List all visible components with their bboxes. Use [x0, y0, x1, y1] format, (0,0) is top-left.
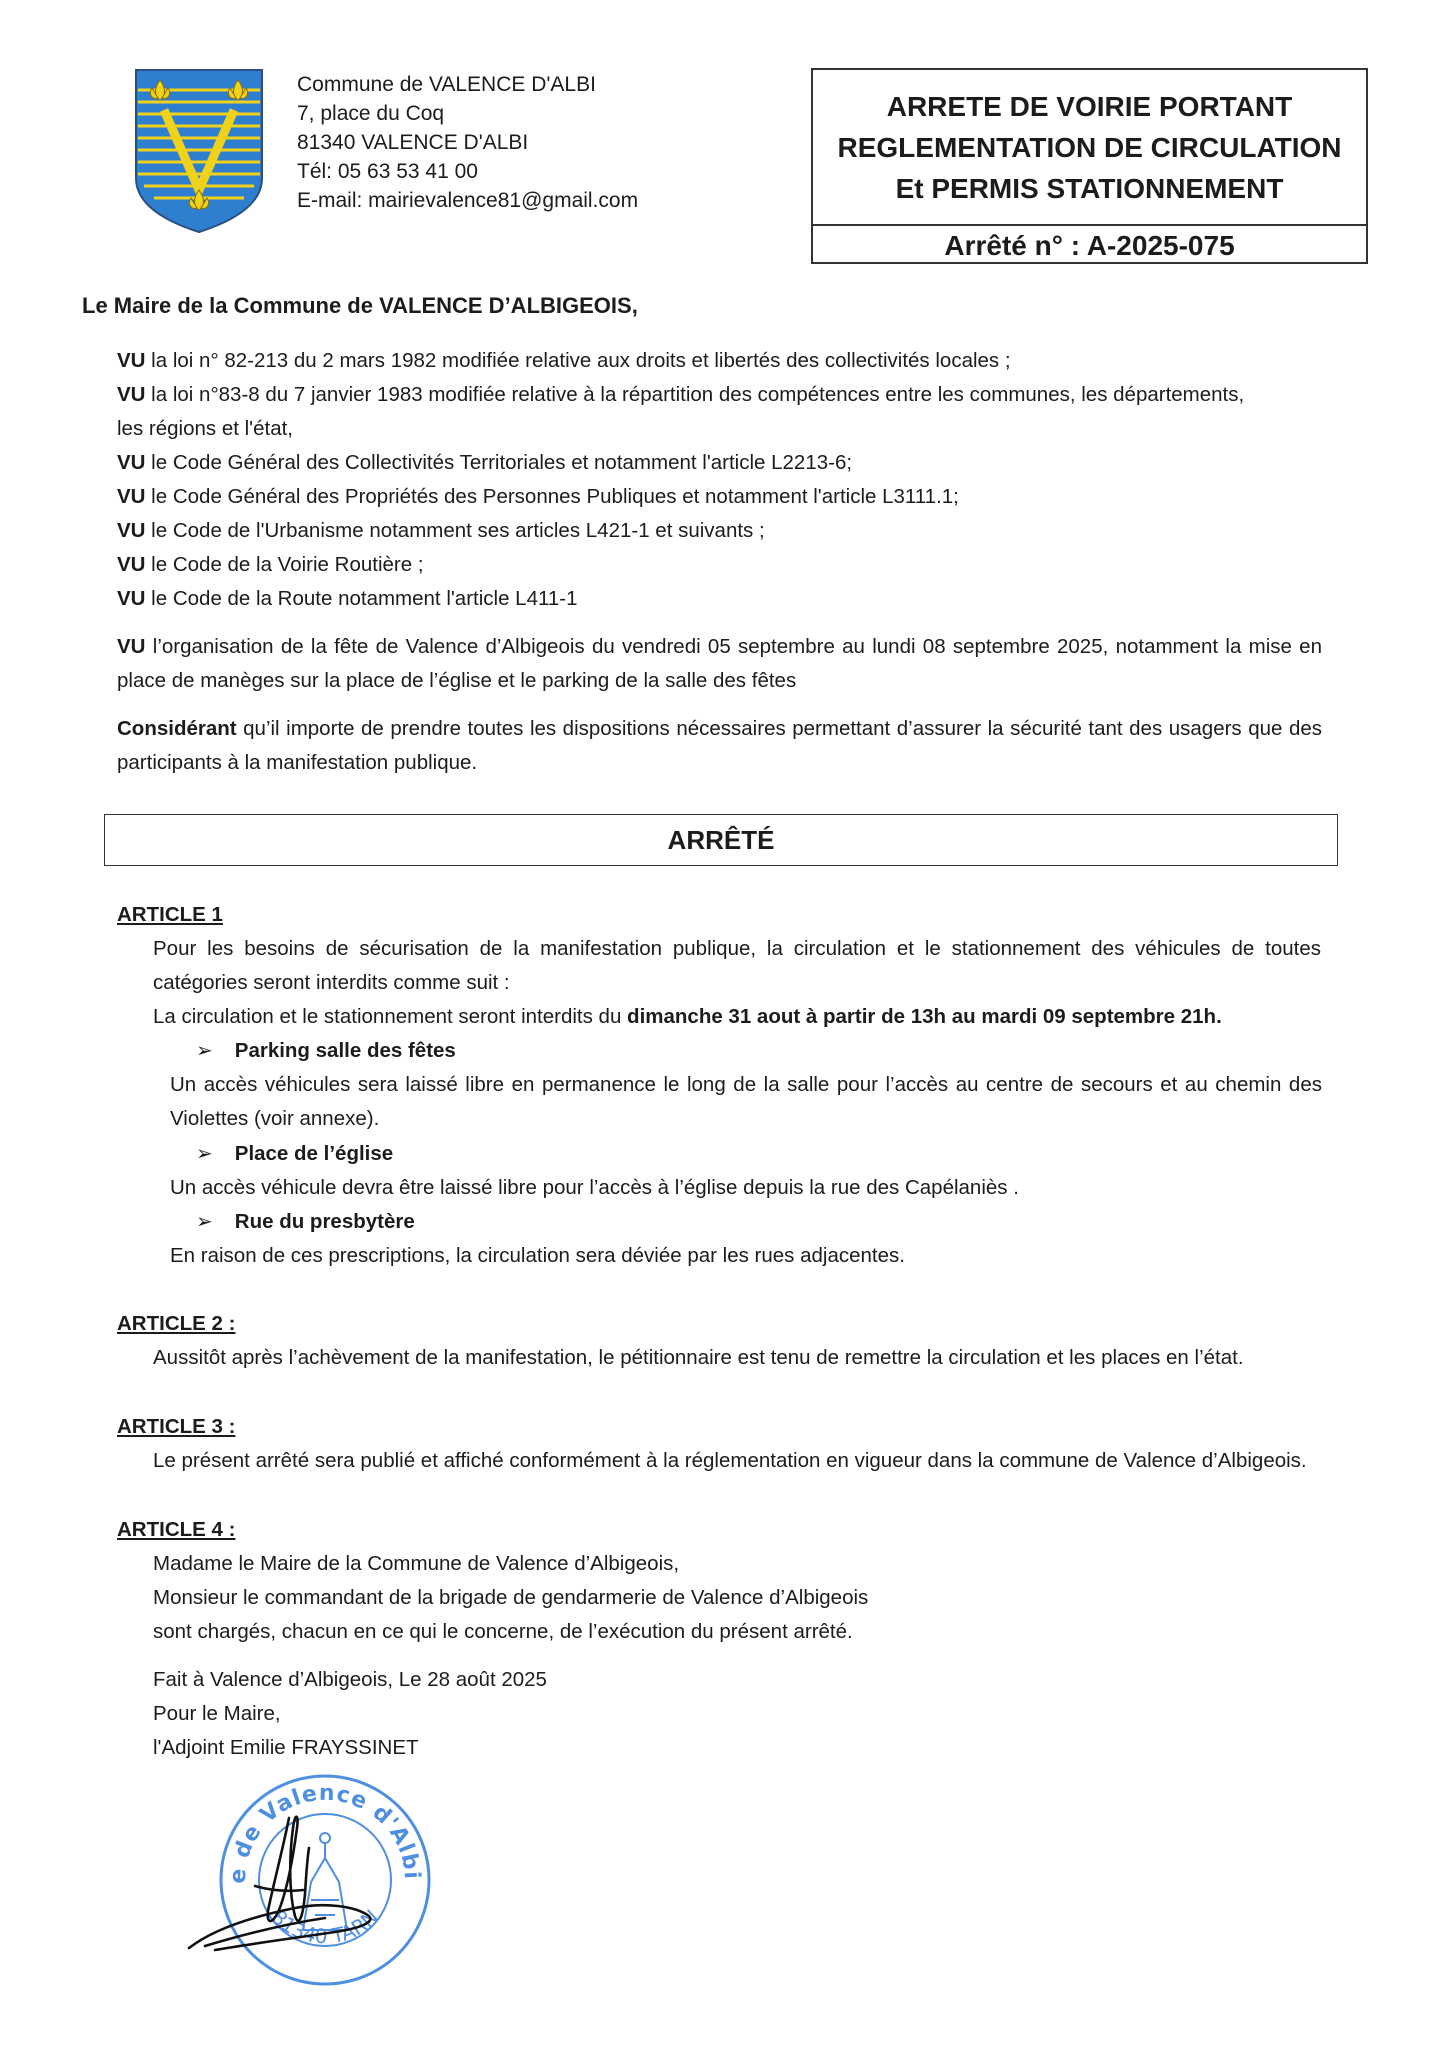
title-line: ARRETE DE VOIRIE PORTANT — [886, 91, 1293, 122]
arrete-heading: ARRÊTÉ — [104, 814, 1338, 866]
vu-item — [117, 514, 1327, 548]
article-4-line: sont chargés, chacun en ce qui le concerne, de l’exécution du présent arrêté. — [153, 1620, 853, 1643]
stamp-bottom-text: 81340 TARN — [266, 1904, 384, 1949]
commune-email: E-mail: mairievalence81@gmail.com — [297, 189, 639, 212]
stamp-top-text: e de Valence d'Albi — [225, 1780, 425, 1885]
vu-text: les régions et l'état, — [117, 417, 293, 440]
vu-item — [117, 582, 1327, 616]
vu-keyword: VU — [117, 451, 146, 474]
title-line: REGLEMENTATION DE CIRCULATION — [837, 132, 1342, 163]
arrow-bullet-icon: ➢ — [196, 1143, 213, 1165]
article-3-text: Le présent arrêté sera publié et affiché conformément à la réglementation en vigueur dans la commune de Valence d’Albigeois. — [153, 1449, 1307, 1472]
document-title-box — [811, 68, 1368, 264]
article-1-period — [153, 1000, 1222, 1034]
commune-street: 7, place du Coq — [297, 102, 445, 125]
article-4-line: Madame le Maire de la Commune de Valence d’Albigeois, — [153, 1552, 680, 1575]
vu-text: le Code Général des Collectivités Territoriales et notamment l'article L2213-6; — [145, 451, 853, 474]
arrete-number: Arrêté n° : A-2025-075 — [944, 230, 1235, 261]
considerant-text: qu’il importe de prendre toutes les dispositions nécessaires permettant d’assurer la sécurité tant des usagers que des participants à la manifestation publique. — [117, 717, 1322, 774]
signature-role: Pour le Maire, — [153, 1702, 281, 1725]
vu-item — [117, 378, 1327, 412]
arrow-bullet-icon: ➢ — [196, 1211, 213, 1233]
commune-crest-logo — [132, 66, 266, 234]
article-1-title: ARTICLE 1 — [117, 903, 223, 926]
signature-place-date: Fait à Valence d’Albigeois, Le 28 août 2025 — [153, 1668, 547, 1691]
article-2-title: ARTICLE 2 : — [117, 1312, 236, 1335]
vu-fete-paragraph — [117, 630, 1322, 698]
item-parking-salle-text: Un accès véhicules sera laissé libre en permanence le long de la salle pour l’accès au centre de secours et au chemin des Violettes (voir annexe). — [170, 1073, 1322, 1130]
document-title — [813, 86, 1366, 209]
item-rue-presbytere-text: En raison de ces prescriptions, la circulation sera déviée par les rues adjacentes. — [170, 1244, 905, 1267]
vu-item — [117, 446, 1327, 480]
vu-keyword: VU — [117, 349, 146, 372]
commune-postcode: 81340 VALENCE D'ALBI — [297, 131, 529, 154]
preamble-maire: Le Maire de la Commune de VALENCE D’ALBIGEOIS, — [82, 293, 638, 318]
title-divider — [813, 224, 1366, 226]
article-4-line: Monsieur le commandant de la brigade de gendarmerie de Valence d’Albigeois — [153, 1586, 869, 1609]
vu-text: la loi n° 82-213 du 2 mars 1982 modifiée relative aux droits et libertés des collectivités locales ; — [145, 349, 1011, 372]
vu-keyword: VU — [117, 383, 146, 406]
period-prefix: La circulation et le stationnement seront interdits du — [153, 1005, 628, 1028]
vu-item — [117, 548, 1327, 582]
commune-phone: Tél: 05 63 53 41 00 — [297, 160, 478, 183]
vu-item — [117, 344, 1327, 378]
item-title: Parking salle des fêtes — [234, 1039, 456, 1062]
period-dates: dimanche 31 aout à partir de 13h au mardi 09 septembre 21h. — [627, 1005, 1222, 1028]
vu-keyword: VU — [117, 553, 146, 576]
item-parking-salle — [196, 1034, 456, 1068]
vu-keyword: VU — [117, 587, 146, 610]
item-place-eglise-text: Un accès véhicule devra être laissé libre pour l’accès à l’église depuis la rue des Capélaniès . — [170, 1176, 1019, 1199]
considerant-paragraph — [117, 712, 1322, 780]
vu-text: le Code de la Voirie Routière ; — [145, 553, 424, 576]
vu-item — [117, 412, 1327, 446]
vu-list — [117, 344, 1327, 616]
signature-name: l'Adjoint Emilie FRAYSSINET — [153, 1736, 419, 1759]
article-2-text: Aussitôt après l’achèvement de la manifestation, le pétitionnaire est tenu de remettre la circulation et les places en l’état. — [153, 1346, 1244, 1369]
title-line: Et PERMIS STATIONNEMENT — [895, 173, 1284, 204]
vu-text: le Code de la Route notamment l'article L411-1 — [145, 587, 578, 610]
item-rue-presbytere — [196, 1205, 415, 1239]
vu-item — [117, 480, 1327, 514]
vu-keyword: VU — [117, 635, 146, 658]
vu-keyword: VU — [117, 485, 146, 508]
handwritten-signature — [185, 1798, 395, 1958]
item-place-eglise — [196, 1137, 393, 1171]
arrow-bullet-icon: ➢ — [196, 1040, 213, 1062]
item-title: Place de l’église — [234, 1142, 394, 1165]
item-title: Rue du presbytère — [234, 1210, 415, 1233]
commune-name: Commune de VALENCE D'ALBI — [297, 73, 596, 96]
vu-keyword: VU — [117, 519, 146, 542]
article-4-title: ARTICLE 4 : — [117, 1518, 236, 1541]
considerant-keyword: Considérant — [117, 717, 237, 740]
article-1-intro: Pour les besoins de sécurisation de la manifestation publique, la circulation et le stationnement des véhicules de toutes catégories seront interdits comme suit : — [153, 937, 1321, 994]
article-4-lines — [153, 1547, 868, 1649]
article-3-title: ARTICLE 3 : — [117, 1415, 236, 1438]
vu-text: l’organisation de la fête de Valence d’Albigeois du vendredi 05 septembre au lundi 08 septembre 2025, notamment la mise en place de manèges sur la place de l’église et le parking de la salle des fêtes — [117, 635, 1322, 692]
vu-text: la loi n°83-8 du 7 janvier 1983 modifiée relative à la répartition des compétences entre les communes, les départements, — [145, 383, 1245, 406]
commune-address-block — [297, 70, 638, 215]
vu-text: le Code Général des Propriétés des Personnes Publiques et notamment l'article L3111.1; — [145, 485, 959, 508]
vu-text: le Code de l'Urbanisme notamment ses articles L421-1 et suivants ; — [145, 519, 765, 542]
signature-block — [153, 1663, 547, 1765]
